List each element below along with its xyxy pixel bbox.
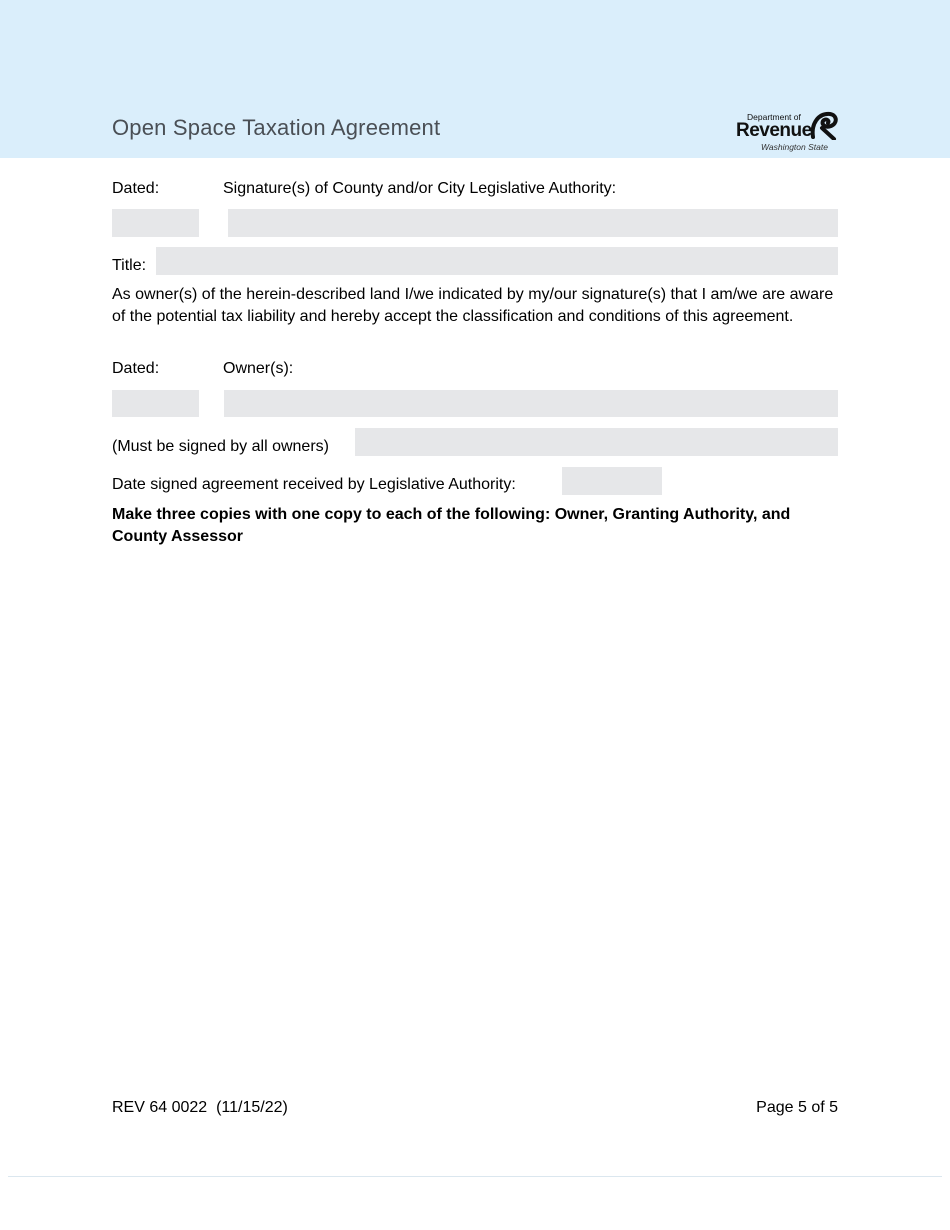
- authority-dated-field[interactable]: [112, 209, 199, 237]
- page-divider: [8, 1176, 942, 1177]
- logo-line-department: Department of: [747, 112, 801, 122]
- owners-label: Owner(s):: [223, 360, 294, 377]
- authority-signature-field[interactable]: [228, 209, 838, 237]
- owner-dated-label: Dated:: [112, 360, 160, 377]
- logo-line-state: Washington State: [761, 142, 828, 152]
- department-of-revenue-logo: [732, 108, 842, 156]
- owners-signature-field[interactable]: [224, 390, 838, 417]
- additional-owner-signature-field[interactable]: [355, 428, 838, 456]
- form-id: REV 64 0022 (11/15/22): [112, 1099, 288, 1116]
- revenue-swirl-icon: [809, 110, 839, 140]
- owner-statement: As owner(s) of the herein-described land I/we indicated by my/our signature(s) that I am/we are aware of the potential tax liability and hereby accept the classification and conditions of this agreement.: [112, 286, 834, 325]
- authority-dated-label: Dated:: [112, 180, 160, 197]
- must-sign-label: (Must be signed by all owners): [112, 438, 329, 455]
- copies-instructions: Make three copies with one copy to each of the following: Owner, Granting Authority, and County Assessor: [112, 506, 791, 545]
- page-number: Page 5 of 5: [756, 1099, 838, 1116]
- page-title: Open Space Taxation Agreement: [112, 115, 441, 140]
- authority-signature-label: Signature(s) of County and/or City Legislative Authority:: [223, 180, 617, 197]
- title-field[interactable]: [156, 247, 838, 275]
- title-label: Title:: [112, 257, 147, 274]
- received-date-label: Date signed agreement received by Legislative Authority:: [112, 476, 516, 493]
- logo-line-revenue: Revenue: [736, 120, 812, 141]
- owner-dated-field[interactable]: [112, 390, 199, 417]
- received-date-field[interactable]: [562, 467, 662, 495]
